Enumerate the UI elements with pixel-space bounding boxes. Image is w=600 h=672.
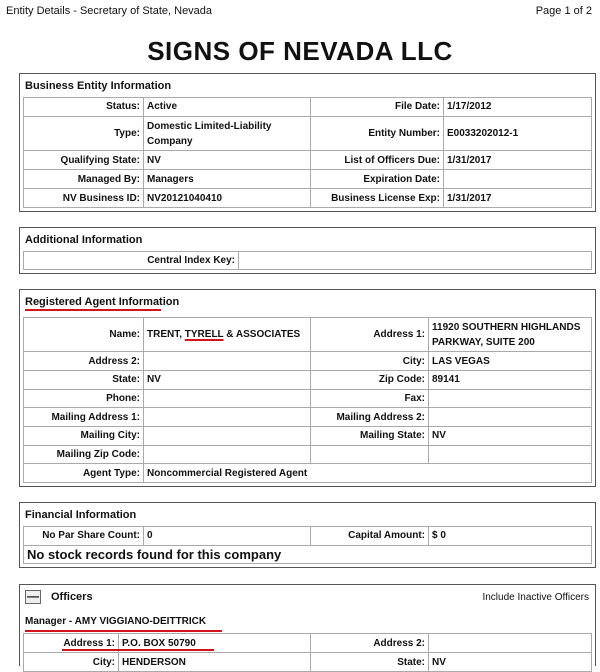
nv-business-id-label: NV Business ID: [24,189,144,208]
registered-agent-section [19,289,596,487]
mailing-address1-label: Mailing Address 1: [24,408,144,427]
qualifying-state-value: NV [144,151,311,170]
managed-by-label: Managed By: [24,170,144,189]
annotation-underline [62,649,214,651]
agent-address2-label: Address 2: [24,352,144,371]
additional-info-section [19,227,596,274]
mailing-city-label: Mailing City: [24,426,144,445]
type-value: Domestic Limited-Liability Company [144,116,311,151]
officer-city-label: City: [24,653,119,672]
financial-info-section [19,502,596,568]
collapse-officers-button[interactable]: — [27,589,39,603]
mailing-zip-value [144,445,311,464]
page-header-left: Entity Details - Secretary of State, Nevada [6,5,213,17]
officer-address2-value [429,634,592,653]
page-number: Page 1 of 2 [535,5,592,17]
section-title: Financial Information [25,509,137,521]
agent-name-value [144,318,311,352]
mailing-address1-value [144,408,311,427]
officers-section [19,584,596,666]
expiration-value [444,170,592,189]
agent-city-label: City: [311,352,429,371]
manager-line: Manager - AMY VIGGIANO-DEITTRICK [25,616,207,627]
mailing-city-value [144,426,311,445]
agent-city-value: LAS VEGAS [429,352,592,371]
officer-address1-label: Address 1: [24,634,119,653]
business-entity-table [23,97,592,208]
status-value: Active [144,98,311,117]
annotation-underline [25,309,161,311]
section-title: Officers [51,590,93,603]
agent-phone-label: Phone: [24,389,144,408]
file-date-value: 1/17/2012 [444,98,592,117]
officer-address2-label: Address 2: [311,634,429,653]
business-entity-section [19,73,596,212]
agent-name-part: TRENT, [147,329,185,341]
agent-fax-label: Fax: [311,389,429,408]
section-title: Business Entity Information [25,80,172,92]
officers-header [20,585,595,611]
page-title: SIGNS OF NEVADA LLC [147,36,453,66]
include-inactive-officers-link[interactable]: Include Inactive Officers [482,592,589,603]
section-title: Registered Agent Information [25,296,180,308]
file-date-label: File Date: [311,98,444,117]
license-exp-value: 1/31/2017 [444,189,592,208]
mailing-address2-label: Mailing Address 2: [311,408,429,427]
entity-number-label: Entity Number: [311,116,444,151]
agent-fax-value [429,389,592,408]
par-share-count-value: 0 [144,527,311,546]
qualifying-state-label: Qualifying State: [24,151,144,170]
nv-business-id-value: NV20121040410 [144,189,311,208]
central-index-key-value [239,252,592,270]
mailing-state-value: NV [429,426,592,445]
agent-name-label: Name: [24,318,144,352]
agent-zip-value: 89141 [429,370,592,389]
capital-amount-label: Capital Amount: [311,527,429,546]
list-due-value: 1/31/2017 [444,151,592,170]
registered-agent-table [23,317,592,483]
central-index-key-label: Central Index Key: [24,252,239,270]
capital-amount-value: $ 0 [429,527,592,546]
mailing-zip-label: Mailing Zip Code: [24,445,144,464]
agent-phone-value [144,389,311,408]
entity-number-value: E0033202012-1 [444,116,592,151]
agent-address1-label: Address 1: [311,318,429,352]
status-label: Status: [24,98,144,117]
officer-state-value: NV [429,653,592,672]
expiration-label: Expiration Date: [311,170,444,189]
agent-state-label: State: [24,370,144,389]
officer-state-label: State: [311,653,429,672]
type-label: Type: [24,116,144,151]
officer-address-table [23,633,592,672]
list-due-label: List of Officers Due: [311,151,444,170]
agent-name-part: & ASSOCIATES [223,329,301,341]
section-title: Additional Information [25,234,143,246]
empty-cell [311,445,429,464]
agent-address1-value: 11920 SOUTHERN HIGHLANDS PARKWAY, SUITE 200 [429,318,592,352]
agent-name-underlined: TYRELL [184,329,224,341]
agent-state-value: NV [144,370,311,389]
agent-address2-value [144,352,311,371]
mailing-address2-value [429,408,592,427]
mailing-state-label: Mailing State: [311,426,429,445]
annotation-underline [25,630,222,632]
additional-info-table [23,251,592,270]
financial-info-table [23,526,592,564]
empty-cell [429,445,592,464]
no-stock-message: No stock records found for this company [24,545,592,564]
officer-city-value: HENDERSON [119,653,311,672]
managed-by-value: Managers [144,170,311,189]
officer-address1-value: P.O. BOX 50790 [119,634,311,653]
agent-zip-label: Zip Code: [311,370,429,389]
agent-type-label: Agent Type: [24,464,144,483]
license-exp-label: Business License Exp: [311,189,444,208]
agent-type-value: Noncommercial Registered Agent [144,464,592,483]
par-share-count-label: No Par Share Count: [24,527,144,546]
